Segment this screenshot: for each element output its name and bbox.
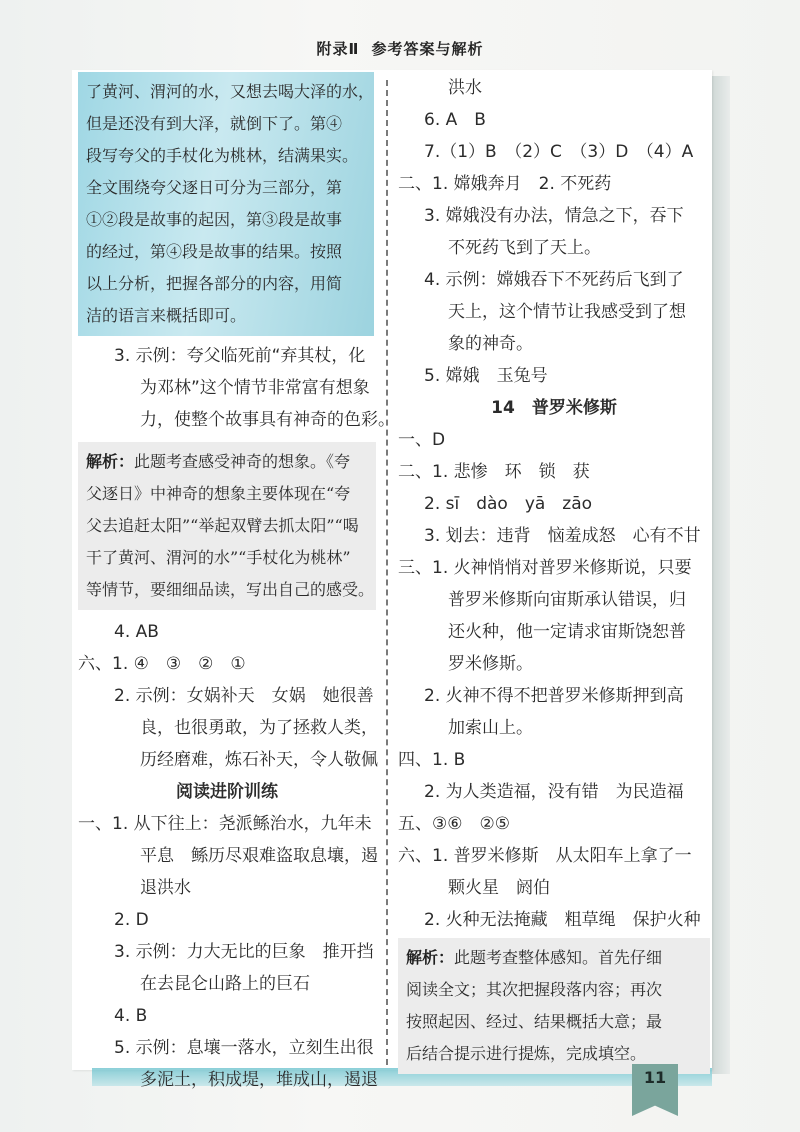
blue-box-line: 全文围绕夸父逐日可分为三部分，第 (86, 178, 343, 197)
advanced-training-title: 阅读进阶训练 (176, 782, 278, 802)
section-two-4-line: 象的神奇。 (448, 334, 533, 354)
adv-one-5-line: 5. 示例：息壤一落水，立刻生出很 (114, 1038, 374, 1058)
left-column (78, 72, 395, 1096)
lesson-four-2: 2. 为人类造福，没有错 为民造福 (424, 782, 684, 802)
section-two-3-line: 3. 嫦娥没有办法，情急之下，吞下 (424, 206, 684, 226)
analysis-box-gray-right (398, 938, 710, 1074)
header-section: 附录Ⅱ (316, 40, 360, 58)
answer-7: 7.（1）B （2）C （3）D （4）A (424, 142, 694, 162)
section-six-2-line: 良，也很勇敢，为了拯救人类， (140, 718, 378, 738)
adv-one-3-line: 在去昆仑山路上的巨石 (140, 974, 310, 994)
lesson-six-1-line: 颗火星 阏伯 (448, 878, 550, 898)
analysis-box-blue (78, 72, 374, 336)
right-column (398, 72, 710, 1074)
blue-box-line: 的经过，第④段是故事的结果。按照 (86, 242, 343, 261)
header-title: 参考答案与解析 (371, 40, 484, 58)
adv-one-1-line: 平息 鲧历尽艰难盗取息壤，遏 (140, 846, 378, 866)
lesson-title: 14 普罗米修斯 (491, 398, 617, 418)
section-two-1: 二、1. 嫦娥奔月 2. 不死药 (398, 174, 612, 194)
section-two-4-line: 4. 示例：嫦娥吞下不死药后飞到了 (424, 270, 684, 290)
section-six-1: 六、1. ④ ③ ② ① (78, 654, 246, 674)
lesson-two-2: 2. sī dào yā zāo (424, 494, 593, 514)
lesson-three-1-line: 普罗米修斯向宙斯承认错误，归 (448, 590, 686, 610)
blue-box-line: 段写夸父的手杖化为桃林，结满果实。 (86, 146, 359, 165)
page-header (0, 38, 800, 59)
lesson-two-1: 二、1. 悲惨 环 锁 获 (398, 462, 590, 482)
analysis-box-gray (78, 442, 376, 610)
answer-4: 4. AB (114, 622, 159, 642)
continued-text: 洪水 (448, 78, 482, 98)
analysis-line: 等情节，要细细品读，写出自己的感受。 (86, 580, 375, 599)
analysis-first-line: 此题考查整体感知。首先仔细 (454, 948, 663, 967)
answer-6: 6. A B (424, 110, 486, 130)
lesson-four-1: 四、1. B (398, 750, 466, 770)
analysis-line: 后结合提示进行提炼，完成填空。 (406, 1044, 647, 1063)
lesson-three-1-line: 还火种，他一定请求宙斯饶恕普 (448, 622, 686, 642)
lesson-five: 五、③⑥ ②⑤ (398, 814, 510, 834)
analysis-label: 解析： (406, 948, 455, 967)
page-number: 11 (643, 1068, 667, 1087)
adv-one-4: 4. B (114, 1006, 148, 1026)
page-right-edge (712, 76, 730, 1074)
lesson-three-2-line: 加索山上。 (448, 718, 533, 738)
lesson-two-3: 3. 划去：违背 恼羞成怒 心有不甘 (424, 526, 701, 546)
analysis-first-line: 此题考查感受神奇的想象。《夸 (134, 452, 351, 471)
analysis-line: 按照起因、经过、结果概括大意；最 (406, 1012, 663, 1031)
lesson-three-2-line: 2. 火神不得不把普罗米修斯押到高 (424, 686, 684, 706)
adv-one-3-line: 3. 示例：力大无比的巨象 推开挡 (114, 942, 374, 962)
adv-one-1-line: 退洪水 (140, 878, 191, 898)
answer-3-line: 为邓林”这个情节非常富有想象 (140, 378, 370, 398)
blue-box-line: 但是还没有到大泽，就倒下了。第④ (86, 114, 343, 133)
analysis-line: 干了黄河、渭河的水”“手杖化为桃林” (86, 548, 351, 567)
analysis-line: 父逐日》中神奇的想象主要体现在“夸 (86, 484, 351, 503)
blue-box-line: ①②段是故事的起因，第③段是故事 (86, 210, 343, 229)
lesson-six-1-line: 六、1. 普罗米修斯 从太阳车上拿了一 (398, 846, 692, 866)
analysis-line: 父去追赶太阳”“举起双臂去抓太阳”“喝 (86, 516, 359, 535)
section-two-5: 5. 嫦娥 玉兔号 (424, 366, 548, 386)
lesson-three-1-line: 罗米修斯。 (448, 654, 533, 674)
section-two-4-line: 天上，这个情节让我感受到了想 (448, 302, 686, 322)
blue-box-line: 以上分析，把握各部分的内容，用简 (86, 274, 343, 293)
lesson-one: 一、D (398, 430, 446, 450)
blue-box-line: 了黄河、渭河的水，又想去喝大泽的水， (86, 82, 375, 101)
section-two-3-line: 不死药飞到了天上。 (448, 238, 601, 258)
adv-one-1-line: 一、1. 从下往上：尧派鲧治水，九年未 (78, 814, 372, 834)
section-six-2-line: 2. 示例：女娲补天 女娲 她很善 (114, 686, 374, 706)
adv-one-2: 2. D (114, 910, 149, 930)
lesson-six-2: 2. 火种无法掩藏 粗草绳 保护火种 (424, 910, 701, 930)
section-six-2-line: 历经磨难，炼石补天，令人敬佩 (140, 750, 378, 770)
lesson-three-1-line: 三、1. 火神悄悄对普罗米修斯说，只要 (398, 558, 692, 578)
analysis-line: 阅读全文；其次把握段落内容；再次 (406, 980, 663, 999)
blue-box-line: 洁的语言来概括即可。 (86, 306, 247, 325)
analysis-label: 解析： (86, 452, 135, 471)
answer-3-line: 力，使整个故事具有神奇的色彩。 (140, 410, 395, 430)
answer-3-line: 3. 示例：夸父临死前“弃其杖，化 (114, 346, 366, 366)
adv-one-5-line: 多泥土，积成堤，堆成山，遏退 (140, 1070, 378, 1090)
column-divider (386, 80, 388, 1065)
